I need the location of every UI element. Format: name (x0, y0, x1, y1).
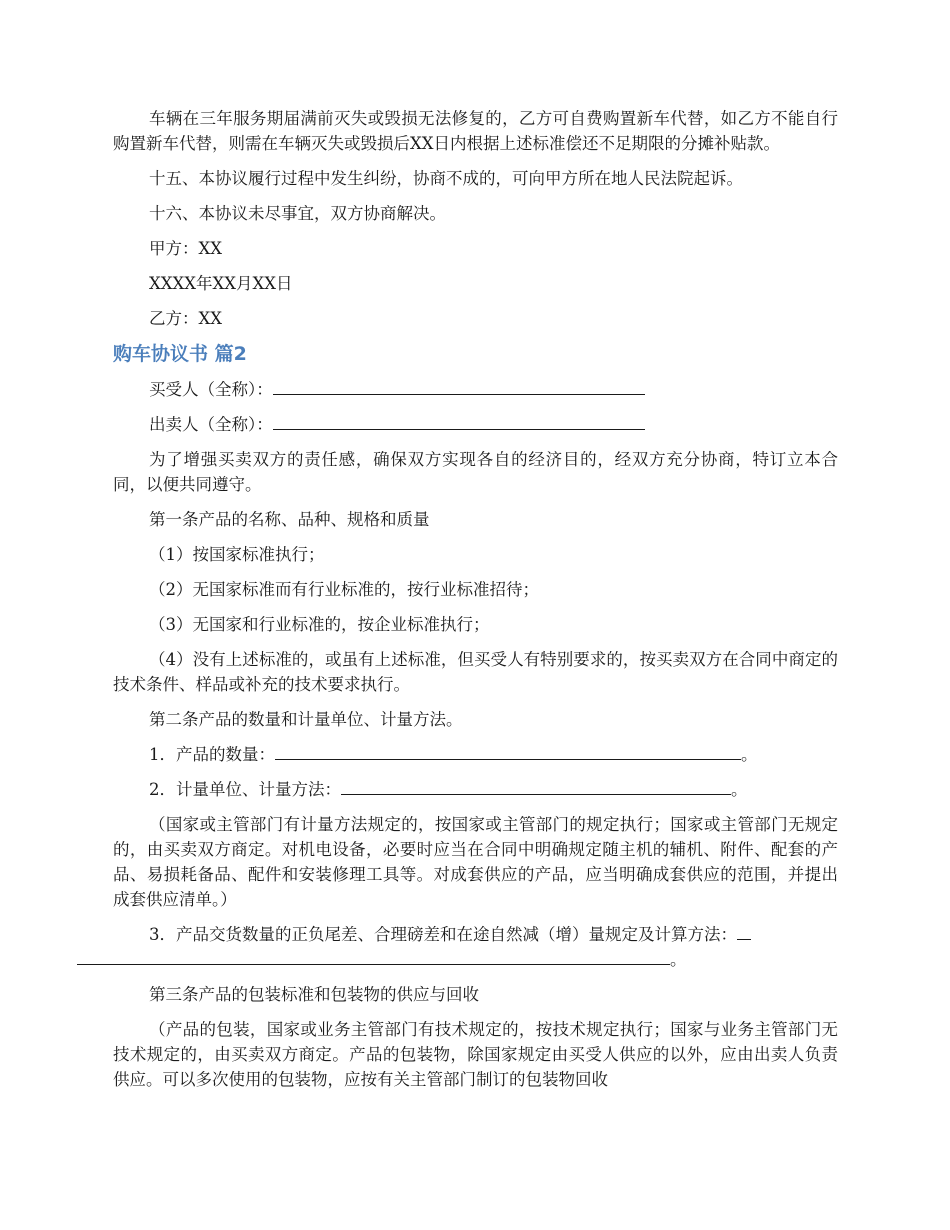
paragraph-clause-15: 十五、本协议履行过程中发生纠纷，协商不成的，可向甲方所在地人民法院起诉。 (149, 169, 743, 188)
unit-line (113, 777, 838, 802)
article-2-title: 第二条产品的数量和计量单位、计量方法。 (149, 710, 463, 729)
paragraph-clause-16: 十六、本协议未尽事宜，双方协商解决。 (149, 204, 446, 223)
article-1-item-4: （4）没有上述标准的，或虽有上述标准，但买受人有特别要求的，按买卖双方在合同中商定的技术条件、样品或补充的技术要求执行。 (113, 650, 838, 694)
unit-period: 。 (731, 780, 748, 799)
unit-label: 2．计量单位、计量方法： (149, 780, 341, 799)
date-line: XXXX年XX月XX日 (149, 274, 293, 293)
tolerance-line (113, 922, 838, 972)
paragraph-preamble: 为了增强买卖双方的责任感，确保双方实现各自的经济目的，经双方充分协商，特订立本合同，以便共同遵守。 (113, 450, 838, 494)
party-a-line: 甲方：XX (149, 239, 222, 258)
article-3-title: 第三条产品的包装标准和包装物的供应与回收 (149, 985, 479, 1004)
seller-blank (273, 413, 645, 430)
article-1-item-2: （2）无国家标准而有行业标准的，按行业标准招待； (149, 580, 539, 599)
seller-line (113, 412, 838, 437)
quantity-blank (275, 743, 741, 760)
quantity-period: 。 (741, 745, 758, 764)
tolerance-blank (77, 948, 670, 965)
tolerance-period: 。 (670, 950, 687, 969)
tolerance-label: 3．产品交货数量的正负尾差、合理磅差和在途自然减（增）量规定及计算方法： (149, 925, 737, 944)
paragraph-vehicle-loss: 车辆在三年服务期届满前灭失或毁损无法修复的，乙方可自费购置新车代替，如乙方不能自行购置新车代替，则需在车辆灭失或毁损后XX日内根据上述标准偿还不足期限的分摊补贴款。 (113, 109, 838, 153)
document-page (113, 106, 838, 1102)
quantity-label: 1．产品的数量： (149, 745, 275, 764)
article-1-title: 第一条产品的名称、品种、规格和质量 (149, 510, 430, 529)
tolerance-blank-start (737, 923, 751, 940)
buyer-line (113, 377, 838, 402)
section-heading: 购车协议书 篇2 (113, 343, 247, 365)
seller-label: 出卖人（全称）： (149, 415, 273, 434)
unit-blank (341, 778, 731, 795)
buyer-blank (273, 378, 645, 395)
paragraph-measurement-note: （国家或主管部门有计量方法规定的，按国家或主管部门的规定执行；国家或主管部门无规定的，由买卖双方商定。对机电设备，必要时应当在合同中明确规定随主机的辅机、附件、配套的产品、易损耗备品、配件和安装修理工具等。对成套供应的产品，应当明确成套供应的范围，并提出成套供应清单。） (113, 815, 838, 909)
party-b-line: 乙方：XX (149, 309, 222, 328)
quantity-line (113, 742, 838, 767)
paragraph-packaging: （产品的包装，国家或业务主管部门有技术规定的，按技术规定执行；国家与业务主管部门无技术规定的，由买卖双方商定。产品的包装物，除国家规定由买受人供应的以外，应由出卖人负责供应。可以多次使用的包装物，应按有关主管部门制订的包装物回收 (113, 1020, 838, 1089)
buyer-label: 买受人（全称）： (149, 380, 273, 399)
article-1-item-1: （1）按国家标准执行； (149, 545, 325, 564)
article-1-item-3: （3）无国家和行业标准的，按企业标准执行； (149, 615, 490, 634)
